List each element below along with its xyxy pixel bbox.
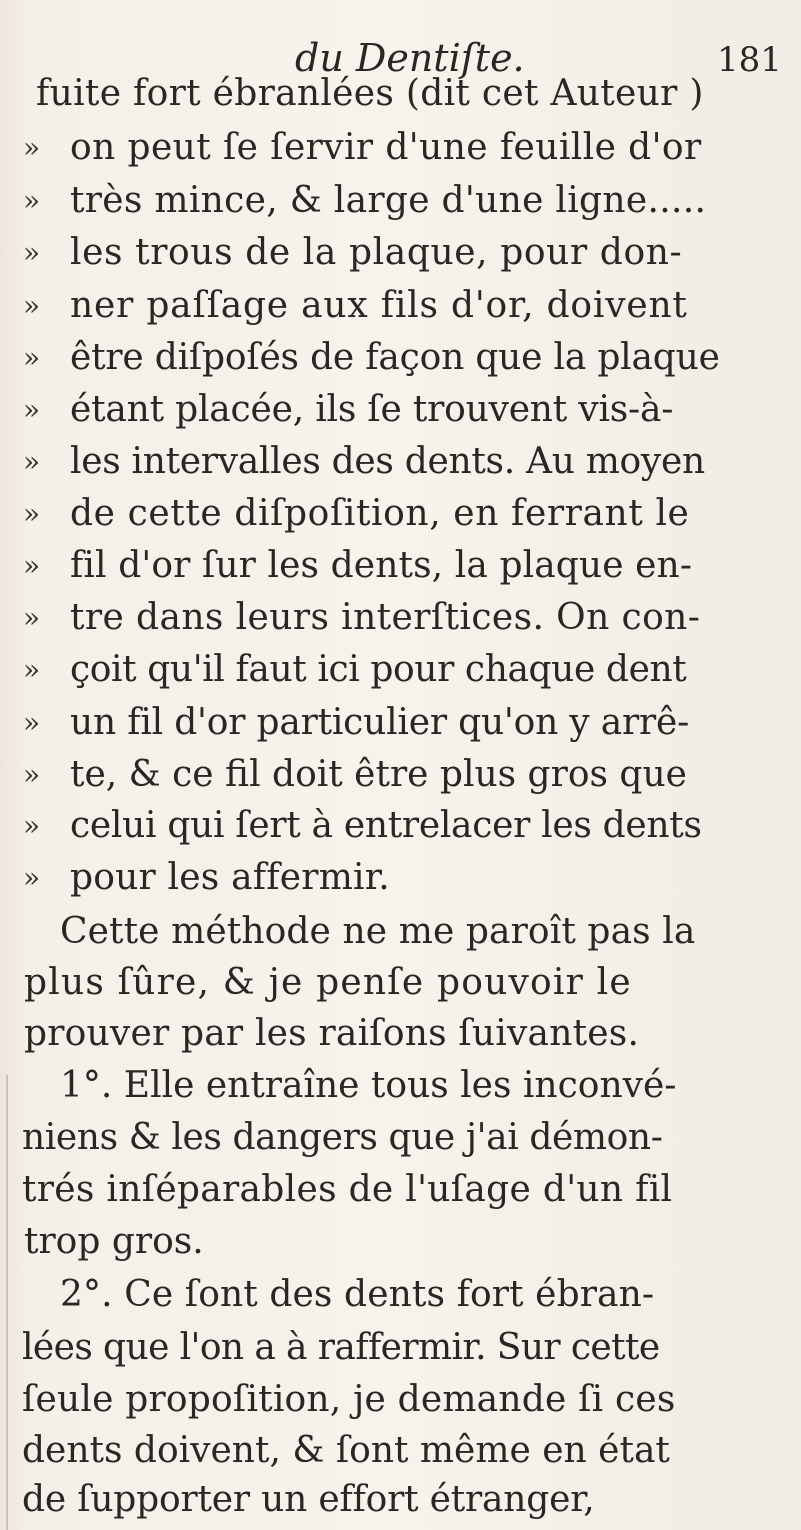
line-text: pour les affermir. (70, 857, 390, 898)
quote-mark: » (23, 549, 41, 582)
line-text: on peut ſe ſervir d'une feuille d'or (70, 127, 702, 168)
quote-mark: » (23, 236, 41, 269)
line-text: les trous de la plaque, pour don- (70, 232, 683, 273)
line-text: dents doivent, & ſont même en état (22, 1430, 670, 1471)
quote-mark: » (23, 445, 41, 478)
line-text: tre dans leurs interſtices. On con- (70, 597, 701, 638)
running-title: du Dentiſte. (295, 36, 525, 80)
quote-mark: » (23, 131, 41, 164)
quote-mark: » (23, 601, 41, 634)
line-text: fuite fort ébranlées (dit cet Auteur ) (36, 73, 704, 114)
line-text: étant placée, ils ſe trouvent vis-à- (70, 389, 674, 430)
line-text: 1°. Elle entraîne tous les inconvé- (60, 1065, 677, 1106)
quote-mark: » (23, 809, 41, 842)
line-text: de ſupporter un effort étranger, (22, 1479, 595, 1520)
line-text: ſeule propoſition, je demande ſi ces (22, 1379, 676, 1420)
line-text: ner paſſage aux fils d'or, doivent (70, 285, 688, 326)
line-text: Cette méthode ne me paroît pas la (60, 911, 696, 952)
line-text: prouver par les raiſons ſuivantes. (24, 1013, 640, 1054)
quote-mark: » (23, 289, 41, 322)
quote-mark: » (23, 184, 41, 217)
line-text: très mince, & large d'une ligne..... (70, 180, 707, 221)
line-text: les intervalles des dents. Au moyen (70, 441, 705, 482)
line-text: te, & ce fil doit être plus gros que (70, 754, 687, 795)
line-text: niens & les dangers que j'ai démon- (22, 1117, 663, 1158)
line-text: trop gros. (24, 1221, 204, 1262)
page-header (0, 0, 801, 80)
quote-mark: » (23, 758, 41, 791)
quote-mark: » (23, 653, 41, 686)
quote-mark: » (23, 341, 41, 374)
line-text: fil d'or ſur les dents, la plaque en- (70, 545, 693, 586)
quote-mark: » (23, 706, 41, 739)
line-text: un fil d'or particulier qu'on y arrê- (70, 702, 690, 743)
line-text: plus ſûre, & je penſe pouvoir le (24, 962, 632, 1003)
line-text: 2°. Ce ſont des dents fort ébran- (60, 1274, 655, 1315)
line-text: lées que l'on a à raffermir. Sur cette (22, 1327, 660, 1368)
page-number: 181 (717, 40, 782, 80)
quote-mark: » (23, 393, 41, 426)
page-edge-line (6, 1075, 8, 1530)
quote-mark: » (23, 497, 41, 530)
line-text: çoit qu'il faut ici pour chaque dent (70, 649, 687, 690)
quote-mark: » (23, 861, 41, 894)
line-text: celui qui ſert à entrelacer les dents (70, 805, 702, 846)
line-text: être diſpoſés de façon que la plaque (70, 337, 720, 378)
line-text: de cette diſpoſition, en ferrant le (70, 493, 690, 534)
line-text: trés inſéparables de l'uſage d'un fil (22, 1169, 673, 1210)
